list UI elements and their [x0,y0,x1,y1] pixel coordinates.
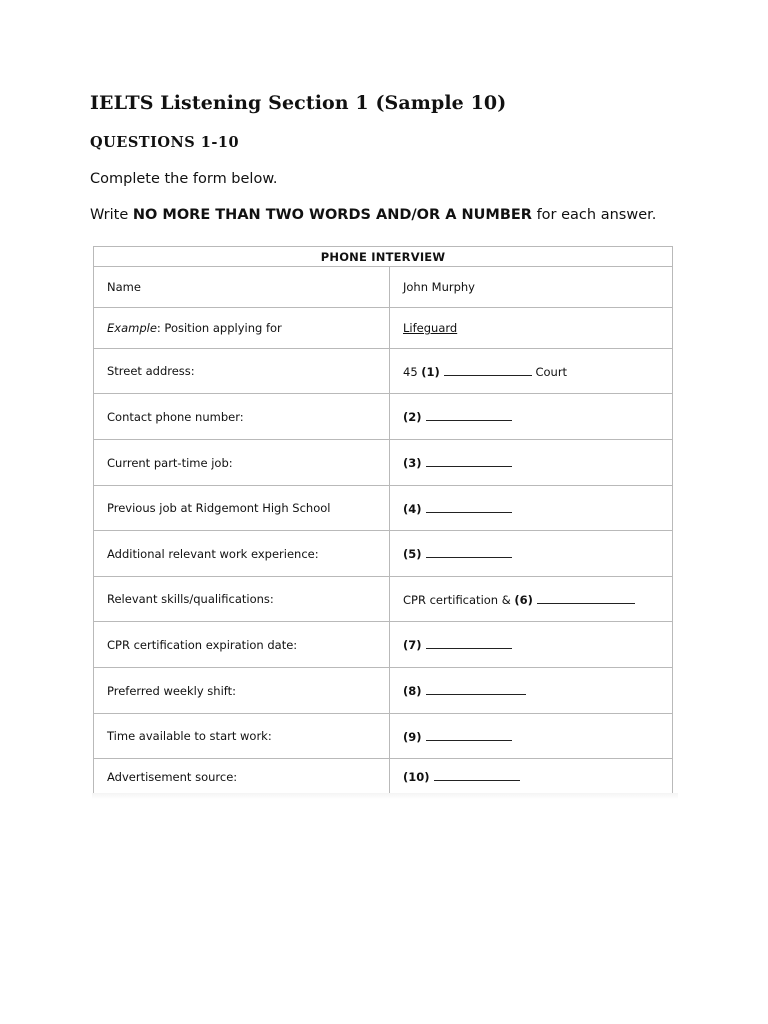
form-row-example [94,308,673,349]
form-heading: PHONE INTERVIEW [94,247,673,267]
row-value [390,531,673,577]
row-label: Current part-time job: [94,440,390,486]
instruction-complete-form: Complete the form below. [90,171,278,187]
row-label: Contact phone number: [94,394,390,440]
row-label: Name [94,267,390,308]
answer-blank[interactable] [426,546,512,558]
form-row-q7 [94,622,673,668]
form-row-q3 [94,440,673,486]
phone-interview-form [93,246,673,795]
page-cut-edge [92,793,678,799]
value-prefix: 45 [403,364,422,379]
row-label: CPR certification expiration date: [94,622,390,668]
answer-blank[interactable] [537,592,635,604]
question-number: (9) [403,729,422,744]
question-number: (5) [403,547,422,561]
answer-blank[interactable] [426,683,526,695]
instruction-prefix: Write [90,207,133,223]
form-row-q4 [94,486,673,531]
row-label: Advertisement source: [94,759,390,795]
row-value [390,714,673,759]
instruction-word-limit [90,207,656,223]
row-label [94,308,390,349]
question-number: (2) [403,410,422,424]
form-row-q8 [94,668,673,714]
form-row-q9 [94,714,673,759]
question-number: (8) [403,684,422,698]
row-label-text: : Position applying for [156,321,282,335]
form-row-q1 [94,349,673,394]
answer-blank[interactable] [444,364,532,376]
row-value [390,622,673,668]
form-heading-row [94,247,673,267]
row-label: Relevant skills/qualifications: [94,577,390,622]
row-value [390,308,673,349]
answer-blank[interactable] [434,769,520,781]
page-title: IELTS Listening Section 1 (Sample 10) [90,92,507,114]
row-value [390,759,673,795]
row-label: Street address: [94,349,390,394]
example-label: Example [107,321,157,335]
row-label: Previous job at Ridgemont High School [94,486,390,531]
question-number: (10) [403,770,430,785]
answer-blank[interactable] [426,409,512,421]
row-value [390,440,673,486]
question-number: (3) [403,456,422,470]
value-suffix: Court [531,364,568,379]
row-label: Additional relevant work experience: [94,531,390,577]
row-value [390,349,673,394]
example-answer: Lifeguard [403,321,458,335]
question-number: (7) [403,638,422,652]
question-number: (1) [421,364,440,379]
row-label: Preferred weekly shift: [94,668,390,714]
row-value [390,486,673,531]
question-number: (6) [514,592,533,607]
row-value [390,577,673,622]
form-row-name [94,267,673,308]
questions-heading: QUESTIONS 1-10 [90,134,240,151]
answer-blank[interactable] [426,729,512,741]
answer-blank[interactable] [426,501,512,513]
form-row-q5 [94,531,673,577]
form-row-q2 [94,394,673,440]
instruction-bold: NO MORE THAN TWO WORDS AND/OR A NUMBER [132,207,532,223]
form-row-q10 [94,759,673,795]
row-value [390,668,673,714]
answer-blank[interactable] [426,637,512,649]
question-number: (4) [403,501,422,516]
row-value [390,394,673,440]
instruction-suffix: for each answer. [531,207,657,223]
answer-blank[interactable] [426,455,512,467]
row-label: Time available to start work: [94,714,390,759]
value-prefix: CPR certification & [403,592,515,607]
form-row-q6 [94,577,673,622]
row-value: John Murphy [390,267,673,308]
